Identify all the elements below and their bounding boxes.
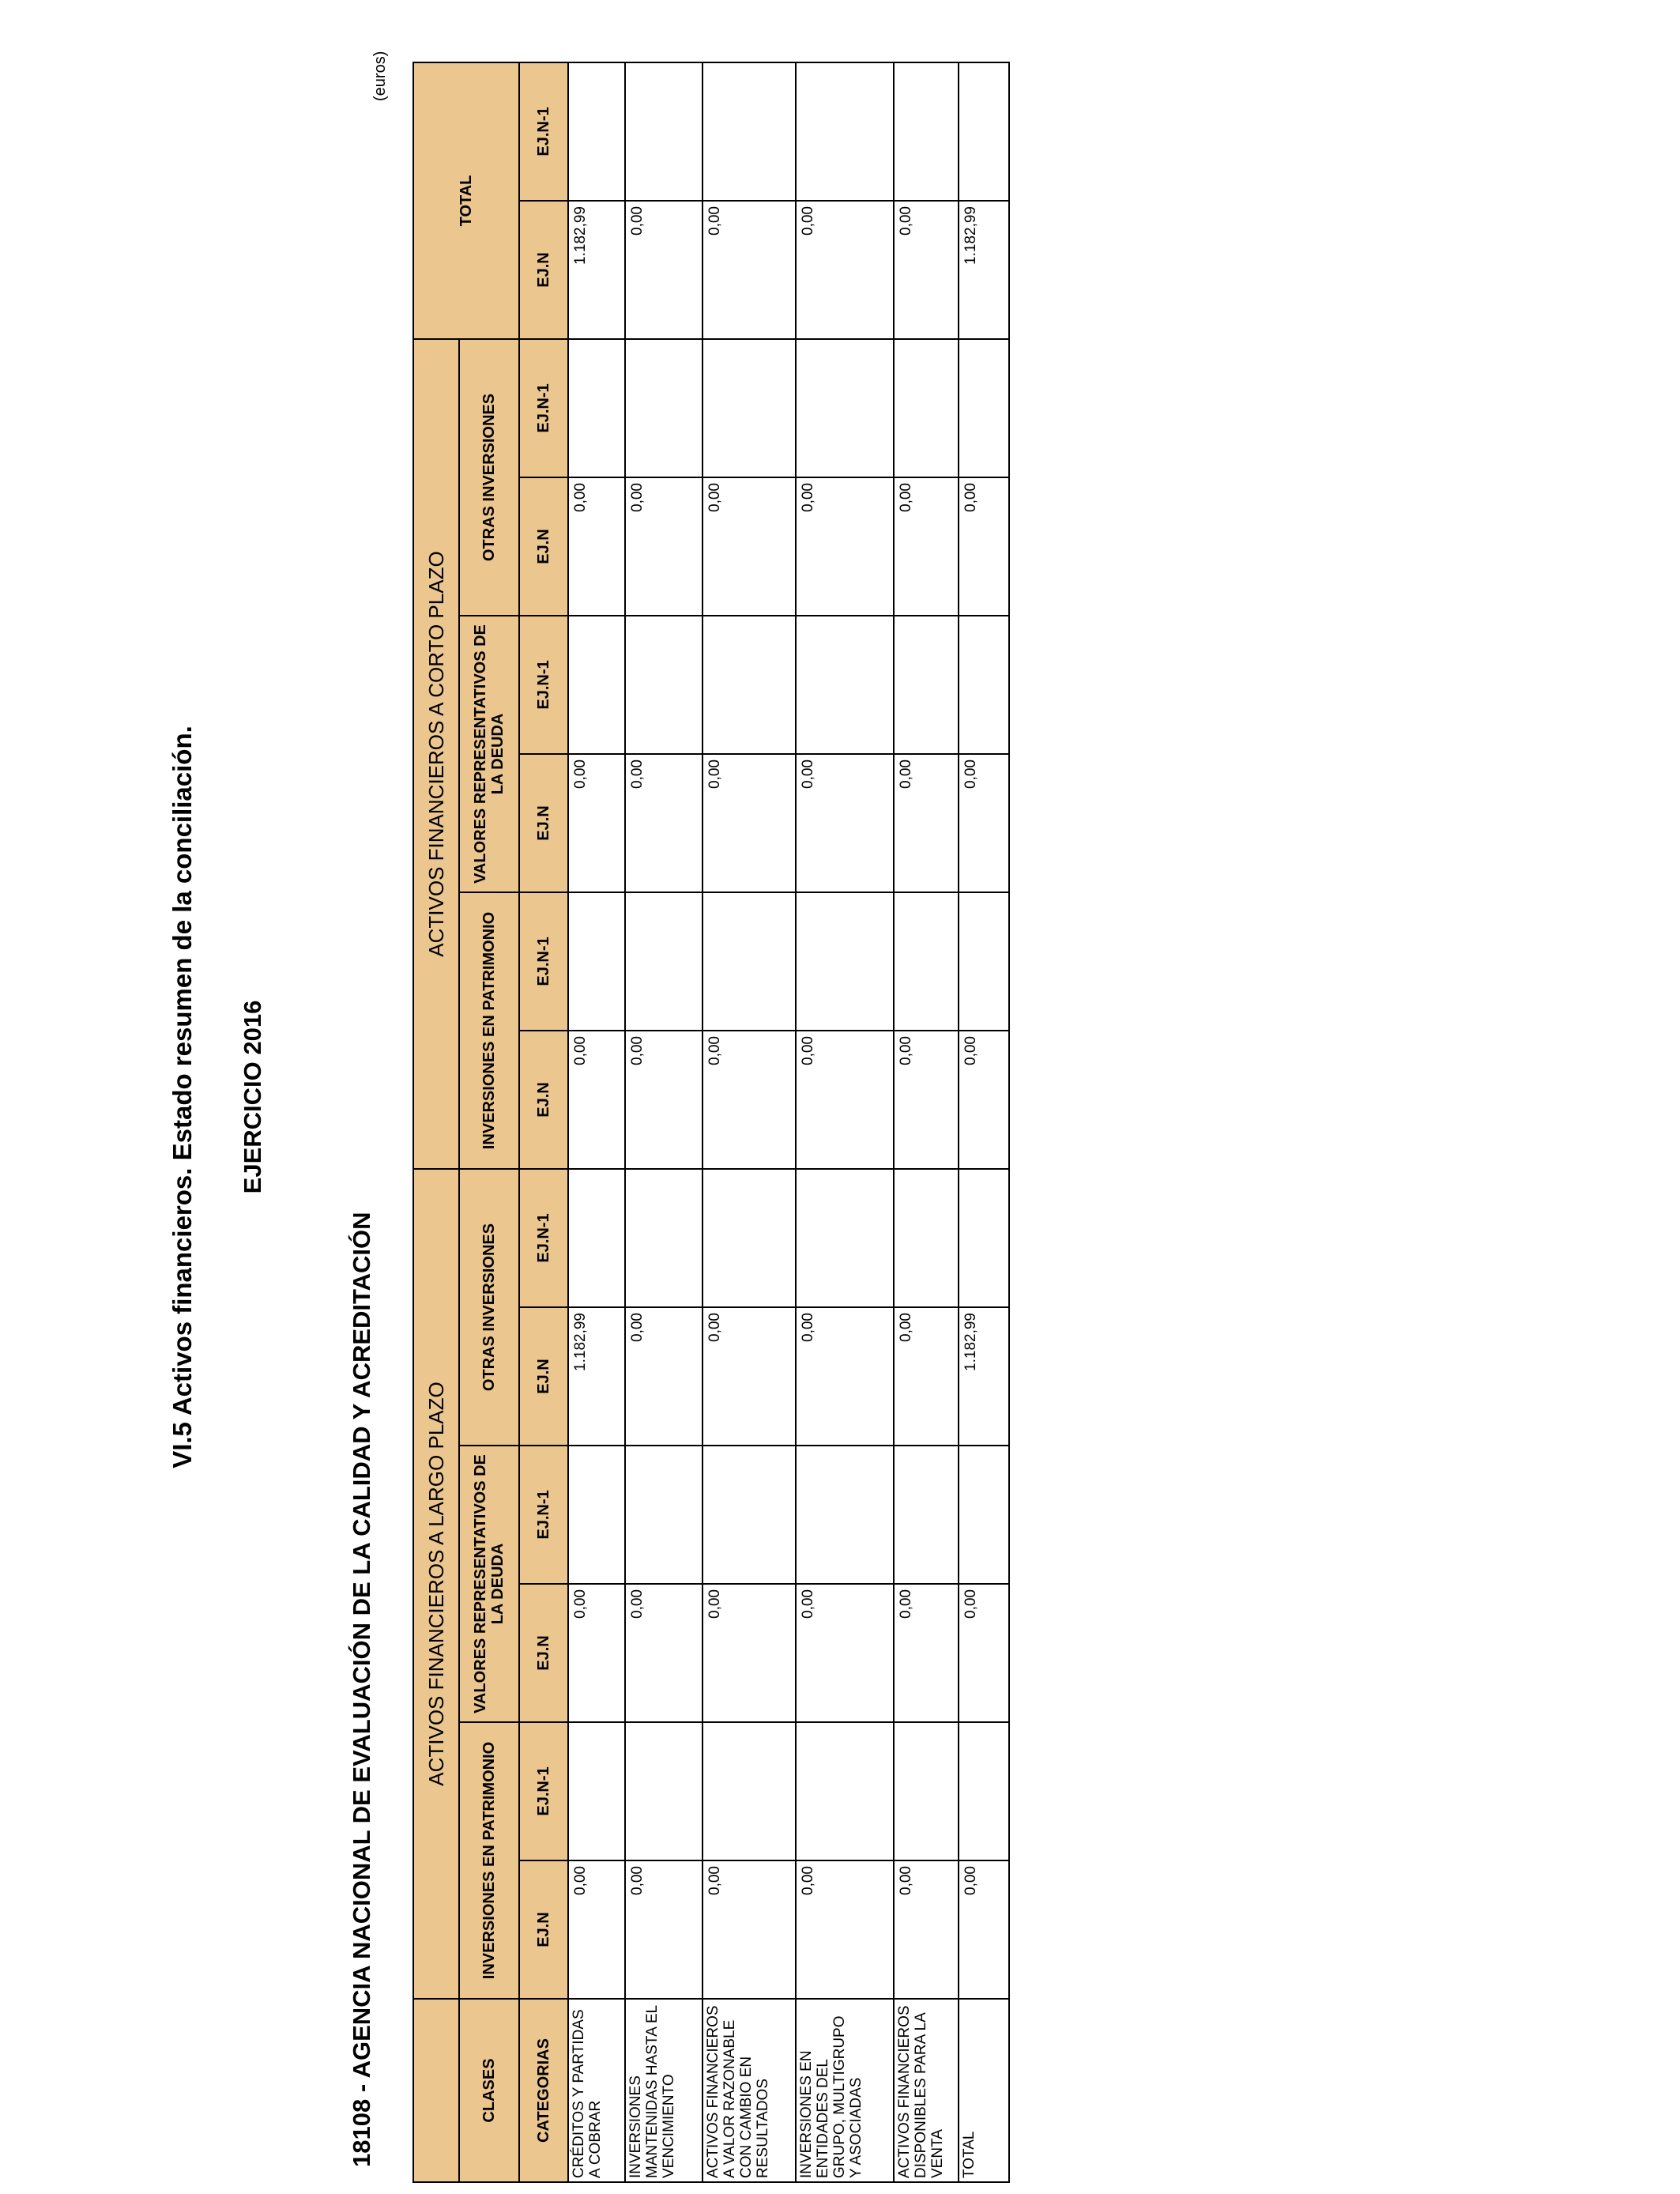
value-cell bbox=[959, 339, 1009, 477]
value-cell: 0,00 bbox=[568, 754, 625, 892]
value-cell: 0,00 bbox=[959, 1584, 1009, 1722]
value-cell bbox=[796, 339, 894, 477]
value-cell bbox=[894, 616, 959, 754]
corner-cell bbox=[413, 1999, 459, 2182]
value-cell bbox=[568, 1722, 625, 1860]
value-cell bbox=[959, 616, 1009, 754]
value-cell bbox=[796, 62, 894, 201]
table-row bbox=[625, 62, 703, 2182]
value-cell: 0,00 bbox=[894, 1307, 959, 1446]
value-cell: 0,00 bbox=[796, 1307, 894, 1446]
value-cell bbox=[625, 62, 703, 201]
value-cell bbox=[894, 1722, 959, 1860]
value-cell bbox=[894, 1446, 959, 1584]
value-cell bbox=[894, 1169, 959, 1307]
total-header: TOTAL bbox=[413, 62, 519, 339]
value-cell: 0,00 bbox=[568, 1031, 625, 1169]
value-cell: 0,00 bbox=[959, 477, 1009, 616]
category-cell: INVERSIONES MANTENIDAS HASTA EL VENCIMIENTO bbox=[625, 1999, 703, 2182]
value-cell: 0,00 bbox=[894, 201, 959, 339]
value-cell: 0,00 bbox=[894, 1584, 959, 1722]
value-cell bbox=[959, 62, 1009, 201]
col-ej-n1: EJ.N-1 bbox=[519, 339, 568, 477]
value-cell: 1.182,99 bbox=[959, 1307, 1009, 1446]
value-cell bbox=[703, 892, 796, 1031]
st-equity-header: INVERSIONES EN PATRIMONIO bbox=[459, 892, 519, 1169]
value-cell bbox=[703, 62, 796, 201]
value-cell: 0,00 bbox=[894, 477, 959, 616]
value-cell: 0,00 bbox=[703, 1307, 796, 1446]
value-cell: 0,00 bbox=[568, 477, 625, 616]
value-cell: 0,00 bbox=[959, 754, 1009, 892]
value-cell bbox=[894, 62, 959, 201]
col-ej-n: EJ.N bbox=[519, 201, 568, 339]
category-cell: TOTAL bbox=[959, 1999, 1009, 2182]
value-cell bbox=[703, 616, 796, 754]
lt-other-header: OTRAS INVERSIONES bbox=[459, 1169, 519, 1446]
value-cell: 0,00 bbox=[625, 1031, 703, 1169]
value-cell: 0,00 bbox=[568, 1584, 625, 1722]
value-cell: 0,00 bbox=[625, 1860, 703, 1999]
value-cell bbox=[796, 616, 894, 754]
value-cell bbox=[568, 1169, 625, 1307]
col-ej-n: EJ.N bbox=[519, 1584, 568, 1722]
value-cell: 0,00 bbox=[796, 477, 894, 616]
table-row bbox=[703, 62, 796, 2182]
col-ej-n1: EJ.N-1 bbox=[519, 1722, 568, 1860]
value-cell bbox=[959, 1446, 1009, 1584]
col-ej-n: EJ.N bbox=[519, 477, 568, 616]
col-ej-n: EJ.N bbox=[519, 754, 568, 892]
value-cell bbox=[796, 1446, 894, 1584]
col-ej-n: EJ.N bbox=[519, 1860, 568, 1999]
table-row bbox=[796, 62, 894, 2182]
financial-assets-table bbox=[412, 62, 1010, 2183]
value-cell bbox=[625, 1446, 703, 1584]
value-cell: 0,00 bbox=[625, 1584, 703, 1722]
value-cell bbox=[703, 339, 796, 477]
lt-debt-header: VALORES REPRESENTATIVOS DE LA DEUDA bbox=[459, 1446, 519, 1722]
value-cell: 1.182,99 bbox=[568, 1307, 625, 1446]
value-cell: 0,00 bbox=[703, 754, 796, 892]
category-cell: ACTIVOS FINANCIEROS DISPONIBLES PARA LA VENTA bbox=[894, 1999, 959, 2182]
value-cell bbox=[568, 339, 625, 477]
group-short-term: ACTIVOS FINANCIEROS A CORTO PLAZO bbox=[413, 339, 459, 1169]
value-cell: 0,00 bbox=[796, 201, 894, 339]
value-cell: 0,00 bbox=[625, 477, 703, 616]
value-cell bbox=[703, 1446, 796, 1584]
table-body bbox=[568, 62, 1009, 2182]
value-cell bbox=[625, 1169, 703, 1307]
value-cell: 0,00 bbox=[796, 1860, 894, 1999]
value-cell: 1.182,99 bbox=[568, 201, 625, 339]
value-cell: 0,00 bbox=[625, 1307, 703, 1446]
value-cell: 1.182,99 bbox=[959, 201, 1009, 339]
value-cell bbox=[796, 892, 894, 1031]
value-cell bbox=[959, 892, 1009, 1031]
value-cell: 0,00 bbox=[625, 201, 703, 339]
value-cell: 0,00 bbox=[894, 1860, 959, 1999]
value-cell: 0,00 bbox=[796, 1031, 894, 1169]
value-cell: 0,00 bbox=[703, 477, 796, 616]
category-cell: ACTIVOS FINANCIEROS A VALOR RAZONABLE CON CAMBIO EN RESULTADOS bbox=[703, 1999, 796, 2182]
value-cell bbox=[894, 339, 959, 477]
group-long-term: ACTIVOS FINANCIEROS A LARGO PLAZO bbox=[413, 1169, 459, 1999]
value-cell: 0,00 bbox=[796, 754, 894, 892]
col-ej-n1: EJ.N-1 bbox=[519, 62, 568, 201]
value-cell: 0,00 bbox=[703, 201, 796, 339]
clases-header: CLASES bbox=[459, 1999, 519, 2182]
value-cell: 0,00 bbox=[703, 1031, 796, 1169]
value-cell bbox=[703, 1169, 796, 1307]
table-row bbox=[894, 62, 959, 2182]
table-row bbox=[959, 62, 1009, 2182]
category-cell: CRÉDITOS Y PARTIDAS A COBRAR bbox=[568, 1999, 625, 2182]
value-cell bbox=[625, 892, 703, 1031]
units-label: (euros) bbox=[371, 51, 389, 101]
table-row bbox=[568, 62, 625, 2182]
exercise-year: EJERCICIO 2016 bbox=[239, 1000, 266, 1194]
value-cell: 0,00 bbox=[959, 1031, 1009, 1169]
value-cell bbox=[568, 892, 625, 1031]
value-cell bbox=[568, 62, 625, 201]
value-cell bbox=[625, 1722, 703, 1860]
entity-name: 18108 - AGENCIA NACIONAL DE EVALUACIÓN DE LA CALIDAD Y ACREDITACIÓN bbox=[348, 1212, 375, 2167]
col-ej-n1: EJ.N-1 bbox=[519, 616, 568, 754]
st-debt-header: VALORES REPRESENTATIVOS DE LA DEUDA bbox=[459, 616, 519, 892]
value-cell bbox=[625, 616, 703, 754]
value-cell bbox=[796, 1169, 894, 1307]
value-cell bbox=[894, 892, 959, 1031]
value-cell: 0,00 bbox=[959, 1860, 1009, 1999]
value-cell bbox=[625, 339, 703, 477]
document-title: VI.5 Activos financieros. Estado resumen de la conciliación. bbox=[168, 726, 197, 1468]
value-cell: 0,00 bbox=[703, 1860, 796, 1999]
col-ej-n1: EJ.N-1 bbox=[519, 1446, 568, 1584]
value-cell: 0,00 bbox=[703, 1584, 796, 1722]
value-cell: 0,00 bbox=[796, 1584, 894, 1722]
value-cell bbox=[568, 616, 625, 754]
col-ej-n: EJ.N bbox=[519, 1031, 568, 1169]
value-cell bbox=[959, 1169, 1009, 1307]
categorias-header: CATEGORIAS bbox=[519, 1999, 568, 2182]
col-ej-n: EJ.N bbox=[519, 1307, 568, 1446]
category-cell: INVERSIONES EN ENTIDADES DEL GRUPO, MULTIGRUPO Y ASOCIADAS bbox=[796, 1999, 894, 2182]
value-cell bbox=[568, 1446, 625, 1584]
col-ej-n1: EJ.N-1 bbox=[519, 892, 568, 1031]
lt-equity-header: INVERSIONES EN PATRIMONIO bbox=[459, 1722, 519, 1999]
value-cell: 0,00 bbox=[894, 754, 959, 892]
col-ej-n1: EJ.N-1 bbox=[519, 1169, 568, 1307]
value-cell bbox=[796, 1722, 894, 1860]
value-cell: 0,00 bbox=[625, 754, 703, 892]
value-cell: 0,00 bbox=[568, 1860, 625, 1999]
value-cell bbox=[959, 1722, 1009, 1860]
value-cell bbox=[703, 1722, 796, 1860]
value-cell: 0,00 bbox=[894, 1031, 959, 1169]
st-other-header: OTRAS INVERSIONES bbox=[459, 339, 519, 616]
